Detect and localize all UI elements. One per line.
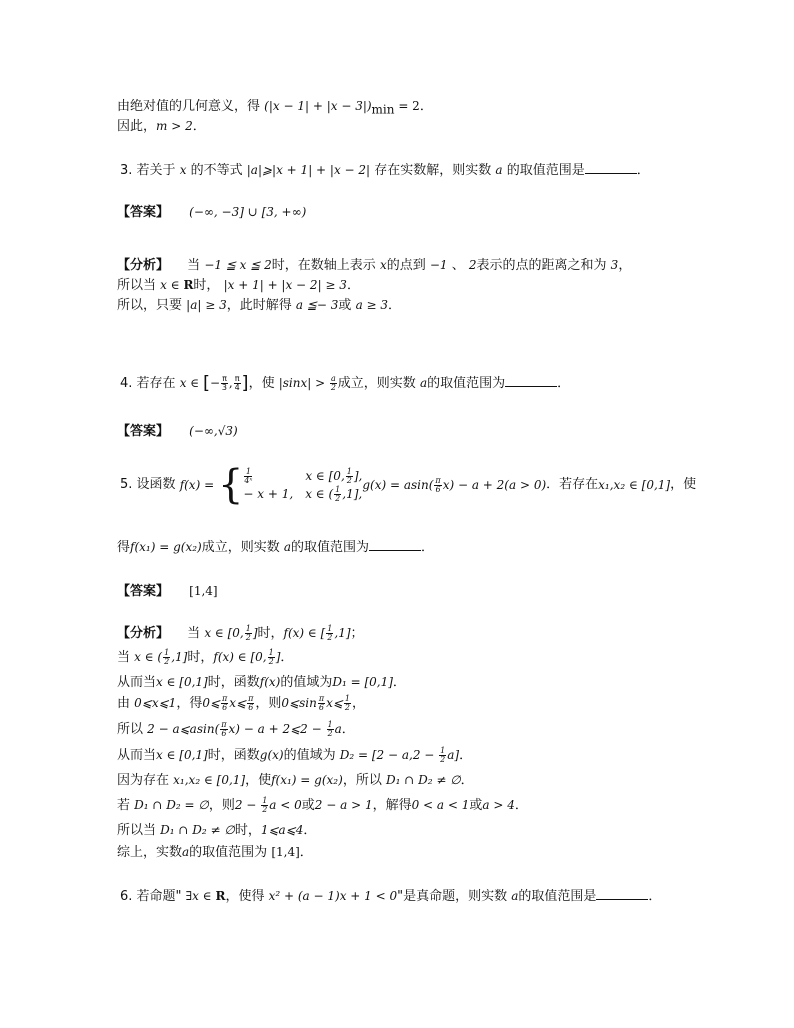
answer-line: 【答案】 [1,4] [117,584,218,599]
analysis-line: 当 x ∈ ( $\frac{1}{2}$ ,1]时，f(x) ∈ [0, $\frac{1}{2}$ ]． [117,648,294,666]
analysis-line: 从而当x ∈ [0,1]时，函数g(x)的值域为 D₂ = [2 − a,2 − $\frac{1}{2}$ a]． [117,746,473,764]
analysis-line: 【分析】 当 −1 ≦ x ≦ 2时，在数轴上表示 x的点到 −1 、 2表示的点的距离之和为 3， [117,258,632,273]
question-4: 4. 若存在 x ∈ [− $\frac{\pi}{3}$ , $\frac{\pi}{4}$ ]，使 |sinx| > $\frac{a}{2}$ 成立，则实数 a的取值范围为 ． [120,372,571,394]
answer-blank[interactable] [369,538,421,551]
question-5: 5. 设函数 f(x) = { $\frac{1}{\text{4ˣ}}$ x ∈ [0, $\frac{1}{2}$ ], − x + 1, x ∈ ( $\frac{1}{2}$ ,1], g(x) = asin( $\frac{\pi}{6}$ x) − a + 2(a > 0)．若存在x₁,x₂ ∈ [0,1]，使 [120,462,697,508]
analysis-line: 所以当 x ∈ R时， |x + 1| + |x − 2| ≥ 3． [117,278,360,293]
answer-line: 【答案】 (−∞,√3) [117,424,238,439]
text-line: 由绝对值的几何意义，得 $(|x - 1| + |x - 3|)_{min} = 2$． [117,99,433,117]
analysis-line: 【分析】 当 x ∈ [0, $\frac{1}{2}$ ]时，f(x) ∈ [ $\frac{1}{2}$ ,1]； [117,624,364,642]
analysis-line: 从而当x ∈ [0,1]时，函数f(x)的值域为D₁ = [0,1]． [117,675,406,690]
question-3: 3. 若关于 x 的不等式 |a|⩾|x + 1| + |x − 2| 存在实数解，则实数 a 的取值范围是 ． [120,163,650,178]
answer-line: 【答案】 (−∞, −3] ∪ [3, +∞) [117,205,307,220]
analysis-line: 综上，实数a的取值范围为 [1,4]． [117,845,313,860]
analysis-line: 因为存在 x₁,x₂ ∈ [0,1]，使f(x₁) = g(x₂)，所以 D₁ ∩ D₂ ≠ ∅． [117,773,474,788]
analysis-line: 所以当 D₁ ∩ D₂ ≠ ∅时，1⩽a⩽4． [117,823,317,838]
question-6: 6. 若命题" ∃x ∈ R，使得 x² + (a − 1)x + 1 < 0"是真命题，则实数 a的取值范围是 ． [120,889,662,904]
analysis-line: 由 0⩽x⩽1，得0⩽ $\frac{\pi}{6}$ x⩽ $\frac{\pi}{6}$ ，则0⩽sin $\frac{\pi}{6}$ x⩽ $\frac{1}{2}$ ， [117,694,366,712]
text-line: 得f(x₁) = g(x₂)成立，则实数 a的取值范围为 ． [117,540,435,555]
answer-blank[interactable] [585,161,637,174]
answer-blank[interactable] [505,374,557,387]
analysis-line: 所以，只要 |a| ≥ 3，此时解得 a ≦− 3或 a ≥ 3． [117,298,402,313]
answer-blank[interactable] [596,887,648,900]
text-line: 因此，m > 2． [117,119,206,134]
analysis-line: 所以 2 − a⩽asin( $\frac{\pi}{6}$ x) − a + 2⩽2 − $\frac{1}{2}$ a． [117,720,355,738]
analysis-line: 若 D₁ ∩ D₂ = ∅，则2 − $\frac{1}{2}$ a < 0或2 − a > 1，解得0 < a < 1或a > 4． [117,796,528,814]
piecewise-function: { $\frac{1}{\text{4ˣ}}$ x ∈ [0, $\frac{1}{2}$ ], − x + 1, x ∈ ( $\frac{1}{2}$ ,1], [217,462,363,508]
